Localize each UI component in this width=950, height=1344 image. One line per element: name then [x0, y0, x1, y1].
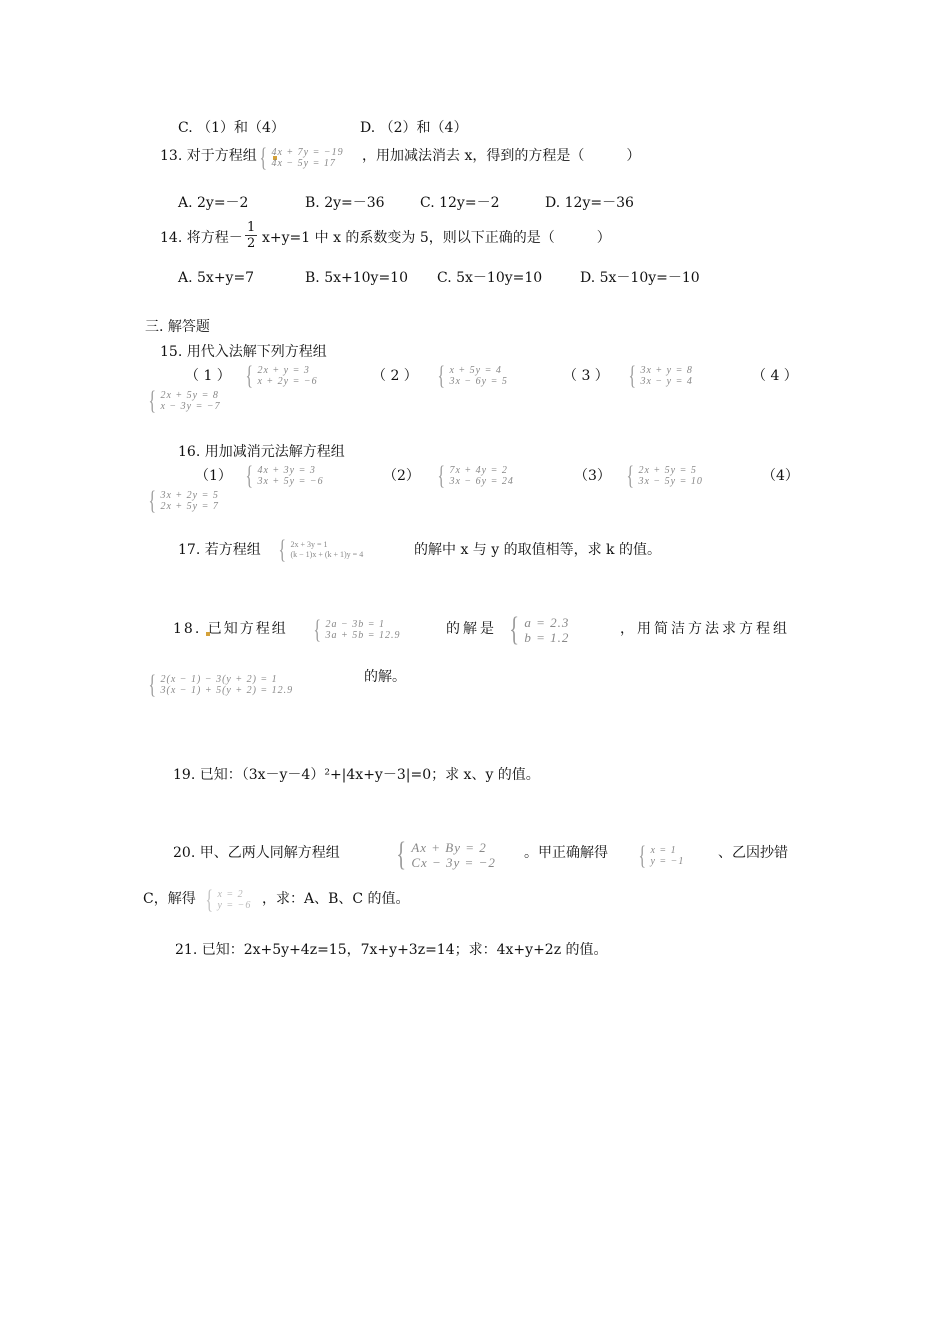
q20-solution-2: { x = 2 y = −6: [205, 885, 252, 914]
q15-title: 15. 用代入法解下列方程组: [160, 344, 327, 360]
q16-label-2: （2）: [383, 468, 420, 484]
q14-option-c: C. 5x－10y=10: [437, 270, 543, 286]
q15-label-4: （ 4 ）: [752, 368, 798, 384]
eq: 3x − 5y = 10: [638, 476, 703, 487]
eq: 2x + 3y = 1: [290, 540, 328, 549]
q15-label-3: （ 3 ）: [563, 368, 609, 384]
q16-system-3: { 2x + 5y = 5 3x − 5y = 10: [626, 461, 703, 490]
q15-label-1: （ 1 ）: [185, 368, 231, 384]
eq: 3x + 5y = −6: [257, 476, 324, 487]
q18-end: 的解。: [364, 669, 406, 685]
q15-system-4: { 2x + 5y = 8 x − 3y = −7: [148, 386, 221, 415]
denominator: 2: [247, 236, 256, 251]
q16-system-4: { 3x + 2y = 5 2x + 5y = 7: [148, 486, 219, 515]
eq: Ax + By = 2: [411, 840, 487, 855]
eq: 4x + 7y = −19: [271, 147, 344, 158]
q20-prefix: 20. 甲、乙两人同解方程组: [173, 845, 340, 861]
q16-system-1: { 4x + 3y = 3 3x + 5y = −6: [245, 461, 324, 490]
eq: x + 2y = −6: [257, 376, 318, 387]
eq: 3x + y = 8: [640, 365, 693, 376]
q14-option-b: B. 5x+10y=10: [305, 270, 408, 286]
q18-mid: 的解是: [446, 621, 497, 637]
eq: 3x − 6y = 5: [449, 376, 508, 387]
q13-prefix: 13. 对于方程组: [160, 148, 257, 164]
q13-option-a: A. 2y=－2: [178, 195, 249, 211]
eq: 7x + 4y = 2: [449, 465, 508, 476]
q13-option-c: C. 12y=－2: [420, 195, 500, 211]
eq: x = 1: [650, 845, 677, 856]
q17-prefix: 17. 若方程组: [178, 542, 261, 558]
q16-title: 16. 用加减消元法解方程组: [178, 444, 345, 460]
eq: y = −6: [217, 900, 252, 911]
q15-label-2: （ 2 ）: [372, 368, 418, 384]
q15-system-2: { x + 5y = 4 3x − 6y = 5: [437, 361, 508, 390]
q16-label-3: （3）: [574, 468, 611, 484]
q16-label-1: （1）: [195, 468, 232, 484]
eq: 2x + 5y = 5: [638, 465, 697, 476]
q19-text: 19. 已知：（3x－y－4）²+|4x+y－3|=0；求 x、y 的值。: [173, 767, 540, 783]
eq: 3(x − 1) + 5(y + 2) = 12.9: [160, 685, 294, 696]
q18-system-1: { 2a − 3b = 1 3a + 5b = 12.9: [313, 615, 401, 644]
eq: 4x − 5y = 17: [271, 158, 336, 169]
q16-system-2: { 7x + 4y = 2 3x − 6y = 24: [437, 461, 514, 490]
eq: 2x + 5y = 7: [160, 501, 219, 512]
q20-line2-prefix: C，解得: [143, 891, 196, 907]
eq: x − 3y = −7: [160, 401, 221, 412]
q12-option-d: D. （2）和（4）: [360, 120, 468, 136]
eq: 4x + 3y = 3: [257, 465, 316, 476]
q13-suffix: ，用加减法消去 x，得到的方程是（ ）: [362, 148, 641, 164]
eq: a = 2.3: [524, 615, 570, 630]
eq: x + 5y = 4: [449, 365, 502, 376]
eq: y = −1: [650, 856, 685, 867]
eq: 3x − 6y = 24: [449, 476, 514, 487]
q21-text: 21. 已知：2x+5y+4z=15，7x+y+3z=14；求：4x+y+2z 的值。: [175, 942, 608, 958]
q14-option-d: D. 5x－10y=－10: [580, 270, 700, 286]
q18-system-2: { 2(x − 1) − 3(y + 2) = 1 3(x − 1) + 5(y + 2) = 12.9: [148, 670, 294, 699]
q20-mid: 。甲正确解得: [524, 845, 608, 861]
eq: 3a + 5b = 12.9: [325, 630, 401, 641]
q14-suffix: x+y=1 中 x 的系数变为 5，则以下正确的是（ ）: [262, 230, 611, 246]
q20-line2-suffix: ，求：A、B、C 的值。: [262, 891, 410, 907]
q17-system: { 2x + 3y = 1 (k − 1)x + (k + 1)y = 4: [278, 535, 364, 564]
q18-prefix: 18. 已知方程组: [173, 621, 288, 637]
eq: b = 1.2: [524, 630, 570, 645]
eq: 2x + 5y = 8: [160, 390, 219, 401]
q13-option-b: B. 2y=－36: [305, 195, 385, 211]
q13-system: { 4x + 7y = −19 4x − 5y = 17: [259, 143, 344, 172]
eq: x = 2: [217, 889, 244, 900]
q12-option-c: C. （1）和（4）: [178, 120, 285, 136]
q20-solution-1: { x = 1 y = −1: [638, 841, 685, 870]
q20-suffix: 、乙因抄错: [718, 845, 788, 861]
eq: 3x + 2y = 5: [160, 490, 219, 501]
q16-label-4: （4）: [762, 468, 799, 484]
q18-solution: { a = 2.3 b = 1.2: [509, 611, 570, 648]
eq: (k − 1)x + (k + 1)y = 4: [290, 550, 364, 559]
eq: 2(x − 1) − 3(y + 2) = 1: [160, 674, 278, 685]
eq: Cx − 3y = −2: [411, 855, 496, 870]
q17-suffix: 的解中 x 与 y 的取值相等，求 k 的值。: [414, 542, 661, 558]
q13-option-d: D. 12y=－36: [545, 195, 634, 211]
q15-system-1: { 2x + y = 3 x + 2y = −6: [245, 361, 318, 390]
fraction: [245, 220, 257, 251]
section-heading: 三. 解答题: [145, 319, 210, 335]
eq: 2a − 3b = 1: [325, 619, 385, 630]
numerator: 1: [247, 220, 256, 235]
eq: 3x − y = 4: [640, 376, 693, 387]
q14-prefix: 14. 将方程－: [160, 230, 243, 246]
eq: 2x + y = 3: [257, 365, 310, 376]
q18-suffix: ，用简洁方法求方程组: [620, 621, 790, 637]
q15-system-3: { 3x + y = 8 3x − y = 4: [628, 361, 693, 390]
q14-option-a: A. 5x+y=7: [178, 270, 255, 286]
q20-system: { Ax + By = 2 Cx − 3y = −2: [396, 836, 496, 873]
